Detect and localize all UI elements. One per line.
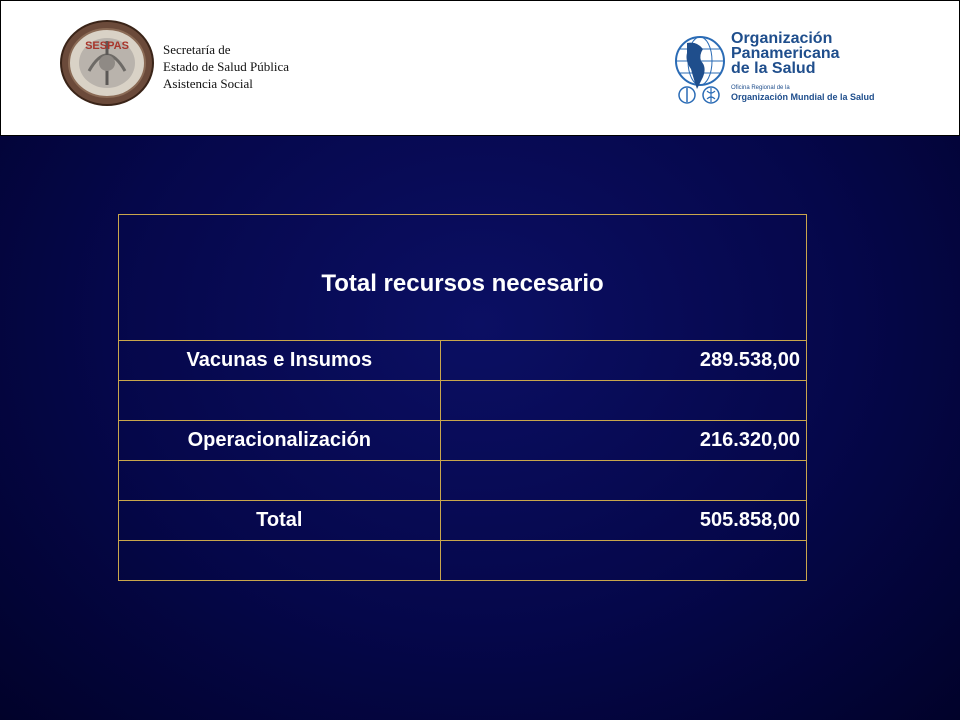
svg-text:SESPAS: SESPAS — [85, 40, 129, 52]
row-value: 505.858,00 — [440, 501, 806, 541]
row-value — [440, 381, 806, 421]
who-emblem-icon — [701, 85, 721, 105]
table-row — [119, 421, 807, 461]
resources-table — [118, 214, 807, 581]
table-row — [119, 461, 807, 501]
table-row — [119, 501, 807, 541]
paho-subtitle — [731, 84, 875, 103]
paho-sub-small: Oficina Regional de la — [731, 85, 790, 91]
paho-sub-main: Organización Mundial de la Salud — [731, 92, 875, 102]
row-value: 216.320,00 — [440, 421, 806, 461]
paho-emblem-icon — [677, 85, 697, 105]
header-band — [0, 0, 960, 136]
sespas-line-3: Asistencia Social — [163, 76, 253, 91]
row-label: Total — [119, 501, 441, 541]
row-value — [440, 541, 806, 581]
paho-name-line-1: Organización — [731, 30, 833, 47]
paho-name-line-2: Panamericana — [731, 45, 840, 62]
paho-name — [731, 31, 840, 76]
table-row — [119, 541, 807, 581]
row-value — [440, 461, 806, 501]
sespas-line-2: Estado de Salud Pública — [163, 59, 290, 74]
row-label: Vacunas e Insumos — [119, 341, 441, 381]
table-title: Total recursos necesario — [119, 215, 807, 341]
row-label — [119, 541, 441, 581]
paho-name-line-3: de la Salud — [731, 60, 816, 77]
sespas-name — [163, 41, 289, 92]
row-label — [119, 381, 441, 421]
table-row — [119, 381, 807, 421]
table-row — [119, 341, 807, 381]
sespas-line-1: Secretaría de — [163, 42, 231, 57]
row-value: 289.538,00 — [440, 341, 806, 381]
row-label: Operacionalización — [119, 421, 441, 461]
sespas-seal-logo — [59, 19, 155, 107]
row-label — [119, 461, 441, 501]
